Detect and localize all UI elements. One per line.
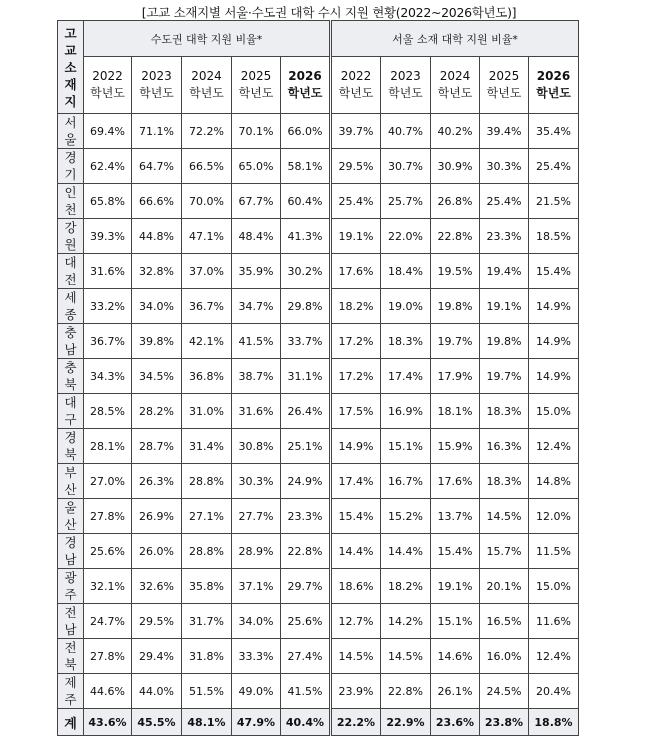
capital-ratio-cell: 28.5% [84, 394, 132, 429]
table-row [58, 569, 579, 604]
year-suffix: 학년도 [338, 86, 374, 100]
year-number: 2025 [240, 69, 272, 83]
capital-ratio-cell: 27.8% [84, 499, 132, 534]
seoul-ratio-cell: 25.4% [331, 184, 381, 219]
seoul-ratio-cell: 19.4% [480, 254, 529, 289]
table-row [58, 149, 579, 184]
table-title: [고교 소재지별 서울·수도권 대학 수시 지원 현황(2022~2026학년도)] [141, 5, 517, 20]
capital-ratio-cell: 34.0% [232, 604, 281, 639]
capital-year-header [182, 57, 232, 114]
seoul-ratio-cell: 14.4% [331, 534, 381, 569]
capital-ratio-cell: 42.1% [182, 324, 232, 359]
year-number: 2024 [191, 69, 222, 83]
seoul-ratio-cell: 14.9% [529, 359, 579, 394]
seoul-ratio-cell: 21.5% [529, 184, 579, 219]
seoul-ratio-cell: 19.0% [381, 289, 431, 324]
capital-ratio-cell: 39.3% [84, 219, 132, 254]
capital-ratio-cell: 69.4% [84, 114, 132, 149]
region-cell: 인 천 [58, 184, 84, 219]
year-number: 2025 [488, 69, 520, 83]
year-number: 2026 [288, 69, 322, 83]
seoul-year-header [381, 57, 431, 114]
capital-ratio-cell: 37.1% [232, 569, 281, 604]
seoul-ratio-cell: 17.4% [331, 464, 381, 499]
table-row [58, 359, 579, 394]
seoul-ratio-cell: 39.7% [331, 114, 381, 149]
total-seoul-cell: 22.9% [381, 709, 431, 736]
capital-ratio-cell: 24.7% [84, 604, 132, 639]
capital-ratio-cell: 27.4% [281, 639, 331, 674]
capital-ratio-cell: 41.5% [281, 674, 331, 709]
seoul-ratio-cell: 26.1% [431, 674, 480, 709]
seoul-ratio-cell: 23.3% [480, 219, 529, 254]
capital-ratio-cell: 37.0% [182, 254, 232, 289]
capital-ratio-cell: 65.0% [232, 149, 281, 184]
seoul-ratio-cell: 19.8% [480, 324, 529, 359]
capital-ratio-cell: 26.4% [281, 394, 331, 429]
seoul-ratio-cell: 11.6% [529, 604, 579, 639]
capital-ratio-cell: 60.4% [281, 184, 331, 219]
capital-ratio-cell: 27.8% [84, 639, 132, 674]
region-cell: 세 종 [58, 289, 84, 324]
region-cell: 경 남 [58, 534, 84, 569]
capital-ratio-cell: 66.5% [182, 149, 232, 184]
capital-ratio-cell: 31.6% [232, 394, 281, 429]
capital-ratio-cell: 35.9% [232, 254, 281, 289]
total-seoul-cell: 22.2% [331, 709, 381, 736]
seoul-ratio-cell: 15.1% [431, 604, 480, 639]
capital-ratio-cell: 35.8% [182, 569, 232, 604]
seoul-ratio-cell: 18.4% [381, 254, 431, 289]
seoul-year-header [431, 57, 480, 114]
total-capital-cell: 48.1% [182, 709, 232, 736]
capital-ratio-cell: 34.3% [84, 359, 132, 394]
region-cell: 제 주 [58, 674, 84, 709]
capital-ratio-cell: 28.8% [182, 464, 232, 499]
table-row [58, 394, 579, 429]
capital-ratio-cell: 64.7% [132, 149, 182, 184]
capital-ratio-cell: 24.9% [281, 464, 331, 499]
capital-ratio-cell: 28.7% [132, 429, 182, 464]
capital-ratio-cell: 58.1% [281, 149, 331, 184]
seoul-ratio-cell: 14.8% [529, 464, 579, 499]
seoul-ratio-cell: 26.8% [431, 184, 480, 219]
capital-year-header [232, 57, 281, 114]
capital-ratio-cell: 49.0% [232, 674, 281, 709]
capital-ratio-cell: 34.7% [232, 289, 281, 324]
seoul-ratio-cell: 20.4% [529, 674, 579, 709]
seoul-ratio-cell: 15.4% [331, 499, 381, 534]
seoul-ratio-cell: 17.2% [331, 359, 381, 394]
capital-ratio-cell: 29.8% [281, 289, 331, 324]
table-row [58, 674, 579, 709]
table-row [58, 534, 579, 569]
table-row [58, 184, 579, 219]
seoul-ratio-cell: 25.7% [381, 184, 431, 219]
region-cell: 서 울 [58, 114, 84, 149]
region-cell: 대 전 [58, 254, 84, 289]
region-cell: 대 구 [58, 394, 84, 429]
seoul-ratio-cell: 18.5% [529, 219, 579, 254]
capital-ratio-cell: 31.8% [182, 639, 232, 674]
seoul-ratio-cell: 15.0% [529, 569, 579, 604]
capital-ratio-cell: 29.7% [281, 569, 331, 604]
seoul-ratio-cell: 20.1% [480, 569, 529, 604]
total-seoul-cell: 23.8% [480, 709, 529, 736]
seoul-ratio-cell: 25.4% [529, 149, 579, 184]
table-row [58, 499, 579, 534]
seoul-ratio-cell: 13.7% [431, 499, 480, 534]
capital-ratio-cell: 33.7% [281, 324, 331, 359]
year-suffix: 학년도 [189, 86, 224, 100]
region-cell: 경 기 [58, 149, 84, 184]
application-ratio-table [57, 20, 579, 736]
seoul-ratio-cell: 12.4% [529, 639, 579, 674]
region-cell: 광 주 [58, 569, 84, 604]
seoul-ratio-cell: 15.9% [431, 429, 480, 464]
total-capital-cell: 45.5% [132, 709, 182, 736]
seoul-ratio-cell: 11.5% [529, 534, 579, 569]
seoul-ratio-cell: 18.6% [331, 569, 381, 604]
capital-ratio-cell: 67.7% [232, 184, 281, 219]
capital-ratio-cell: 31.4% [182, 429, 232, 464]
capital-ratio-cell: 28.9% [232, 534, 281, 569]
capital-ratio-cell: 28.1% [84, 429, 132, 464]
capital-ratio-cell: 30.3% [232, 464, 281, 499]
seoul-ratio-cell: 14.5% [331, 639, 381, 674]
seoul-ratio-cell: 17.5% [331, 394, 381, 429]
seoul-ratio-cell: 16.5% [480, 604, 529, 639]
seoul-ratio-cell: 19.7% [480, 359, 529, 394]
seoul-ratio-cell: 16.3% [480, 429, 529, 464]
seoul-ratio-cell: 15.2% [381, 499, 431, 534]
capital-ratio-cell: 70.0% [182, 184, 232, 219]
year-number: 2023 [141, 69, 172, 83]
seoul-ratio-cell: 29.5% [331, 149, 381, 184]
capital-ratio-cell: 31.6% [84, 254, 132, 289]
capital-ratio-cell: 66.0% [281, 114, 331, 149]
capital-ratio-cell: 36.7% [182, 289, 232, 324]
capital-ratio-cell: 25.1% [281, 429, 331, 464]
table-row [58, 219, 579, 254]
table-row [58, 324, 579, 359]
capital-ratio-cell: 70.1% [232, 114, 281, 149]
capital-ratio-cell: 44.0% [132, 674, 182, 709]
seoul-ratio-cell: 24.5% [480, 674, 529, 709]
seoul-ratio-cell: 16.9% [381, 394, 431, 429]
seoul-ratio-cell: 14.2% [381, 604, 431, 639]
seoul-group-header: 서울 소재 대학 지원 비율* [331, 21, 579, 57]
seoul-ratio-cell: 22.8% [381, 674, 431, 709]
seoul-ratio-cell: 18.2% [381, 569, 431, 604]
seoul-ratio-cell: 12.0% [529, 499, 579, 534]
year-suffix: 학년도 [90, 86, 125, 100]
year-suffix: 학년도 [139, 86, 174, 100]
capital-ratio-cell: 47.1% [182, 219, 232, 254]
seoul-ratio-cell: 16.0% [480, 639, 529, 674]
capital-ratio-cell: 31.7% [182, 604, 232, 639]
region-cell: 충 북 [58, 359, 84, 394]
year-suffix: 학년도 [287, 86, 323, 100]
capital-ratio-cell: 25.6% [281, 604, 331, 639]
seoul-ratio-cell: 15.0% [529, 394, 579, 429]
capital-ratio-cell: 72.2% [182, 114, 232, 149]
capital-ratio-cell: 36.7% [84, 324, 132, 359]
year-number: 2022 [340, 69, 372, 83]
capital-ratio-cell: 32.6% [132, 569, 182, 604]
seoul-ratio-cell: 25.4% [480, 184, 529, 219]
total-seoul-cell: 23.6% [431, 709, 480, 736]
seoul-year-header [331, 57, 381, 114]
seoul-ratio-cell: 17.2% [331, 324, 381, 359]
capital-ratio-cell: 65.8% [84, 184, 132, 219]
region-header-label: 고 교 소 재 지 [64, 25, 77, 109]
capital-ratio-cell: 31.0% [182, 394, 232, 429]
capital-year-header [84, 57, 132, 114]
seoul-ratio-cell: 18.3% [480, 464, 529, 499]
seoul-ratio-cell: 12.4% [529, 429, 579, 464]
capital-ratio-cell: 48.4% [232, 219, 281, 254]
seoul-ratio-cell: 39.4% [480, 114, 529, 149]
capital-ratio-cell: 41.3% [281, 219, 331, 254]
total-row [58, 709, 579, 736]
seoul-ratio-cell: 14.4% [381, 534, 431, 569]
seoul-ratio-cell: 35.4% [529, 114, 579, 149]
capital-ratio-cell: 27.7% [232, 499, 281, 534]
seoul-ratio-cell: 22.8% [431, 219, 480, 254]
capital-group-header: 수도권 대학 지원 비율* [84, 21, 331, 57]
region-cell: 충 남 [58, 324, 84, 359]
capital-ratio-cell: 23.3% [281, 499, 331, 534]
capital-ratio-cell: 44.8% [132, 219, 182, 254]
seoul-ratio-cell: 12.7% [331, 604, 381, 639]
seoul-ratio-cell: 18.2% [331, 289, 381, 324]
capital-year-header [132, 57, 182, 114]
table-row [58, 604, 579, 639]
year-number: 2024 [439, 69, 471, 83]
capital-ratio-cell: 33.2% [84, 289, 132, 324]
seoul-year-header [529, 57, 579, 114]
year-number: 2022 [92, 69, 123, 83]
capital-ratio-cell: 29.4% [132, 639, 182, 674]
seoul-ratio-cell: 14.6% [431, 639, 480, 674]
total-seoul-cell: 18.8% [529, 709, 579, 736]
seoul-ratio-cell: 19.5% [431, 254, 480, 289]
seoul-ratio-cell: 30.7% [381, 149, 431, 184]
seoul-ratio-cell: 14.9% [331, 429, 381, 464]
seoul-ratio-cell: 30.3% [480, 149, 529, 184]
capital-ratio-cell: 26.0% [132, 534, 182, 569]
total-capital-cell: 47.9% [232, 709, 281, 736]
capital-ratio-cell: 26.9% [132, 499, 182, 534]
table-row [58, 289, 579, 324]
capital-year-header [281, 57, 331, 114]
capital-ratio-cell: 30.2% [281, 254, 331, 289]
seoul-ratio-cell: 17.6% [431, 464, 480, 499]
total-capital-cell: 40.4% [281, 709, 331, 736]
region-cell: 전 남 [58, 604, 84, 639]
capital-ratio-cell: 26.3% [132, 464, 182, 499]
seoul-ratio-cell: 15.7% [480, 534, 529, 569]
region-header [58, 21, 84, 114]
table-row [58, 464, 579, 499]
capital-ratio-cell: 29.5% [132, 604, 182, 639]
capital-ratio-cell: 27.1% [182, 499, 232, 534]
year-suffix: 학년도 [238, 86, 274, 100]
capital-ratio-cell: 39.8% [132, 324, 182, 359]
seoul-ratio-cell: 14.5% [381, 639, 431, 674]
year-number: 2026 [536, 69, 571, 83]
table-row [58, 429, 579, 464]
capital-ratio-cell: 38.7% [232, 359, 281, 394]
table-row [58, 114, 579, 149]
seoul-ratio-cell: 17.9% [431, 359, 480, 394]
seoul-ratio-cell: 19.1% [331, 219, 381, 254]
capital-ratio-cell: 32.8% [132, 254, 182, 289]
capital-ratio-cell: 41.5% [232, 324, 281, 359]
table-row [58, 639, 579, 674]
seoul-ratio-cell: 15.1% [381, 429, 431, 464]
seoul-ratio-cell: 22.0% [381, 219, 431, 254]
seoul-ratio-cell: 30.9% [431, 149, 480, 184]
capital-ratio-cell: 71.1% [132, 114, 182, 149]
seoul-ratio-cell: 17.6% [331, 254, 381, 289]
seoul-year-header [480, 57, 529, 114]
seoul-ratio-cell: 17.4% [381, 359, 431, 394]
total-label: 계 [58, 709, 84, 736]
seoul-ratio-cell: 19.1% [431, 569, 480, 604]
capital-ratio-cell: 34.0% [132, 289, 182, 324]
seoul-ratio-cell: 40.2% [431, 114, 480, 149]
seoul-ratio-cell: 23.9% [331, 674, 381, 709]
capital-ratio-cell: 31.1% [281, 359, 331, 394]
seoul-ratio-cell: 14.9% [529, 289, 579, 324]
seoul-ratio-cell: 18.3% [381, 324, 431, 359]
capital-ratio-cell: 32.1% [84, 569, 132, 604]
year-suffix: 학년도 [437, 86, 473, 100]
capital-ratio-cell: 51.5% [182, 674, 232, 709]
seoul-ratio-cell: 18.3% [480, 394, 529, 429]
capital-ratio-cell: 62.4% [84, 149, 132, 184]
seoul-ratio-cell: 19.7% [431, 324, 480, 359]
seoul-ratio-cell: 14.9% [529, 324, 579, 359]
seoul-ratio-cell: 18.1% [431, 394, 480, 429]
capital-ratio-cell: 36.8% [182, 359, 232, 394]
seoul-ratio-cell: 40.7% [381, 114, 431, 149]
year-number: 2023 [390, 69, 421, 83]
seoul-ratio-cell: 15.4% [529, 254, 579, 289]
total-capital-cell: 43.6% [84, 709, 132, 736]
region-cell: 울 산 [58, 499, 84, 534]
year-suffix: 학년도 [486, 86, 522, 100]
seoul-ratio-cell: 14.5% [480, 499, 529, 534]
table-row [58, 254, 579, 289]
capital-ratio-cell: 44.6% [84, 674, 132, 709]
capital-ratio-cell: 28.8% [182, 534, 232, 569]
region-cell: 강 원 [58, 219, 84, 254]
year-suffix: 학년도 [536, 86, 571, 100]
region-cell: 부 산 [58, 464, 84, 499]
capital-ratio-cell: 25.6% [84, 534, 132, 569]
capital-ratio-cell: 22.8% [281, 534, 331, 569]
seoul-ratio-cell: 19.1% [480, 289, 529, 324]
capital-ratio-cell: 27.0% [84, 464, 132, 499]
capital-ratio-cell: 30.8% [232, 429, 281, 464]
capital-ratio-cell: 28.2% [132, 394, 182, 429]
capital-ratio-cell: 34.5% [132, 359, 182, 394]
capital-ratio-cell: 33.3% [232, 639, 281, 674]
region-cell: 전 북 [58, 639, 84, 674]
seoul-ratio-cell: 16.7% [381, 464, 431, 499]
capital-ratio-cell: 66.6% [132, 184, 182, 219]
region-cell: 경 북 [58, 429, 84, 464]
seoul-ratio-cell: 19.8% [431, 289, 480, 324]
year-suffix: 학년도 [388, 86, 423, 100]
seoul-ratio-cell: 15.4% [431, 534, 480, 569]
